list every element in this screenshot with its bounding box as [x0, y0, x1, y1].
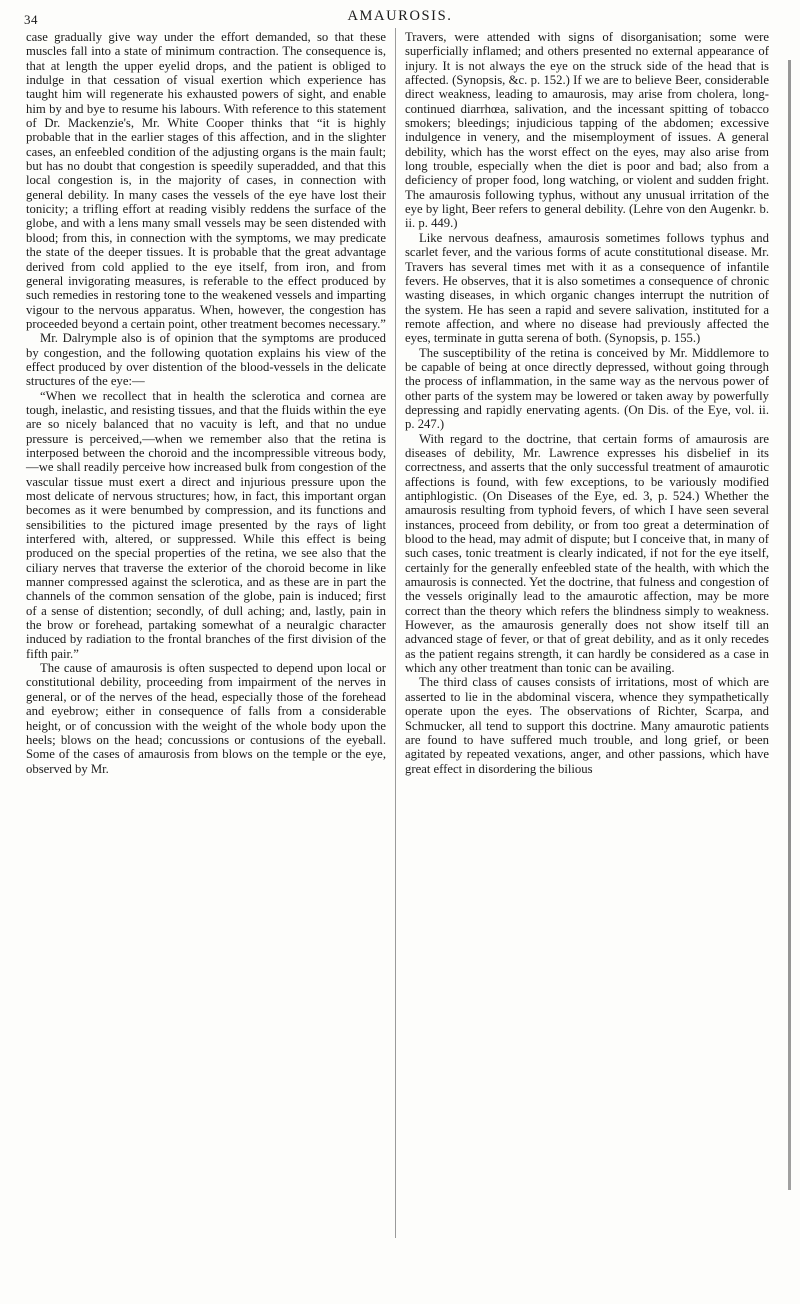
- paragraph: The cause of amaurosis is often suspected to depend upon local or constitutional debility, proceeding from impairment of the nerves in general, or of the nerves of the head, especially those of the forehead and eyebrow; either in consequence of falls from a considerable height, or of concussion with the weight of the whole body upon the heels; blows on the head; concussions or contusions of the eyeball. Some of the cases of amaurosis from blows on the temple or the eye, observed by Mr.: [26, 661, 386, 776]
- left-column: [26, 30, 386, 1230]
- paragraph: The third class of causes consists of irritations, most of which are asserted to lie in the abdominal viscera, whence they sympathetically operate upon the eyes. The observations of Richter, Scarpa, and Schmucker, all tend to support this doctrine. Many amaurotic patients are found to have suffered much trouble, and long grief, or been agitated by repeated vexations, anger, and other passions, which have great effect in disordering the bilious: [405, 675, 769, 776]
- paragraph: With regard to the doctrine, that certain forms of amaurosis are diseases of debility, Mr. Lawrence expresses his disbelief in its correctness, and asserts that the only successful treatment of amaurotic affections is found, with few exceptions, to be variously modified antiphlogistic. (On Diseases of the Eye, ed. 3, p. 524.) Whether the amaurosis resulting from typhoid fevers, of which I have seen several instances, proceed from debility, or from too great a determination of blood to the head, may admit of dispute; but I conceive that, in many of such cases, tonic treatment is clearly indicated, if not for the eye itself, certainly for the generally enfeebled state of the health, with which the amaurosis is connected. Yet the doctrine, that fulness and congestion of the vessels originally lead to the amaurotic affection, may be more correct than the theory which refers the blindness simply to weakness. However, as the amaurosis generally does not show itself till an advanced stage of fever, or that of great debility, and as it only recedes as the patient regains strength, it can hardly be considered as a case in which any other treatment than tonic can be availing.: [405, 431, 769, 676]
- paragraph: The susceptibility of the retina is conceived by Mr. Middlemore to be capable of being at once directly depressed, without going through the process of inflammation, in the same way as the nervous power of other parts of the system may be lowered or taken away by powerfully depressing and rapidly enervating agents. (On Dis. of the Eye, vol. ii. p. 247.): [405, 345, 769, 432]
- right-column: [405, 30, 769, 1230]
- paragraph: Like nervous deafness, amaurosis sometimes follows typhus and scarlet fever, and the various forms of acute constitutional disease. Mr. Travers has several times met with it as a consequence of infantile fevers. He observes, that it is also sometimes a consequence of chronic wasting diseases, in which organic changes interrupt the nutrition of the system. He has seen a rapid and severe salivation, instituted for a remote affection, and where no disease had previously affected the eyes, terminate in gutta serena of both. (Synopsis, p. 155.): [405, 230, 769, 346]
- page-edge-shadow: [788, 60, 791, 1190]
- paragraph: Mr. Dalrymple also is of opinion that the symptoms are produced by congestion, and the following quotation explains his view of the effect produced by over distention of the blood-vessels in the delicate structures of the eye:—: [26, 331, 386, 389]
- running-head: [0, 8, 800, 26]
- column-divider: [395, 28, 396, 1238]
- paragraph: case gradually give way under the effort demanded, so that these muscles fall into a state of minimum contraction. The consequence is, that at length the upper eyelid drops, and the patient is obliged to indulge in that cessation of visual exertion which experience has taught him will regenerate his exhausted powers of sight, and enable him by and bye to resume his labours. With reference to this statement of Dr. Mackenzie's, Mr. White Cooper thinks that “it is highly probable that in the earlier stages of this affection, and in the slighter cases, an enfeebled condition of the adjusting organs is the main fault; but has no doubt that congestion is speedily superadded, and that this local congestion is, in the majority of cases, in connection with general debility. In many cases the vessels of the eye have lost their tonicity; a trifling effort at reading visibly reddens the surface of the globe, and with a lens many small vessels may be seen distended with blood; from this, in connection with the symptoms, we may predicate the state of the deeper tissues. It is probable that the great advantage derived from cold applied to the eye itself, from iron, and from general invigorating measures, is referable to the effect produced by such remedies in restoring tone to the weakened vessels and imparting vigour to the nervous apparatus. When, however, the congestion has proceeded beyond a certain point, other treatment becomes necessary.”: [26, 30, 386, 331]
- running-title: AMAUROSIS.: [347, 8, 453, 24]
- page-number: 34: [24, 12, 38, 27]
- paragraph: Travers, were attended with signs of disorganisation; some were superficially inflamed; and others presented no external appearance of injury. It is not always the eye on the struck side of the head that is affected. (Synopsis, &c. p. 152.) If we are to believe Beer, considerable direct weakness, leading to amaurosis, may arise from cholera, long-continued diarrhœa, salivation, and the incessant spitting of tobacco smokers; bleedings; injudicious tapping of the abdomen; excessive indulgence in venery, and the misemployment of issues. A general debility, which has the worst effect on the eyes, may also arise from long trouble, especially when the diet is poor and bad; also from a deficiency of proper food, long watching, or violent and sudden fright. The amaurosis following typhus, without any unusual irritation of the eye by light, Beer refers to general debility. (Lehre von den Augenkr. b. ii. p. 449.): [405, 30, 769, 231]
- quoted-paragraph: “When we recollect that in health the sclerotica and cornea are tough, inelastic, and resisting tissues, and that the fluids within the eye are so nicely balanced that no vacuity is left, and that no undue pressure is perceived,—when we remember also that the retina is interposed between the choroid and the incompressible vitreous body, —we shall readily perceive how increased bulk from congestion of the vascular tissue must exert a direct and injurious pressure upon the most delicate of nervous structures; how, in fact, this important organ becomes as it were benumbed by compression, and its functions and sensibilities to the pictured image presented by the rays of light interfered with, altered, or suppressed. While this effect is being produced on the special properties of the retina, we see also that the ciliary nerves that traverse the exterior of the choroid become in like manner compressed against the sclerotica, and as these are in part the channels of the common sensation of the globe, pain is induced; first of a sense of distention; secondly, of dull aching; and, lastly, pain in the brow or forehead, partaking somewhat of a neuralgic character induced by radiation to the frontal branches of the first division of the fifth pair.”: [26, 388, 386, 661]
